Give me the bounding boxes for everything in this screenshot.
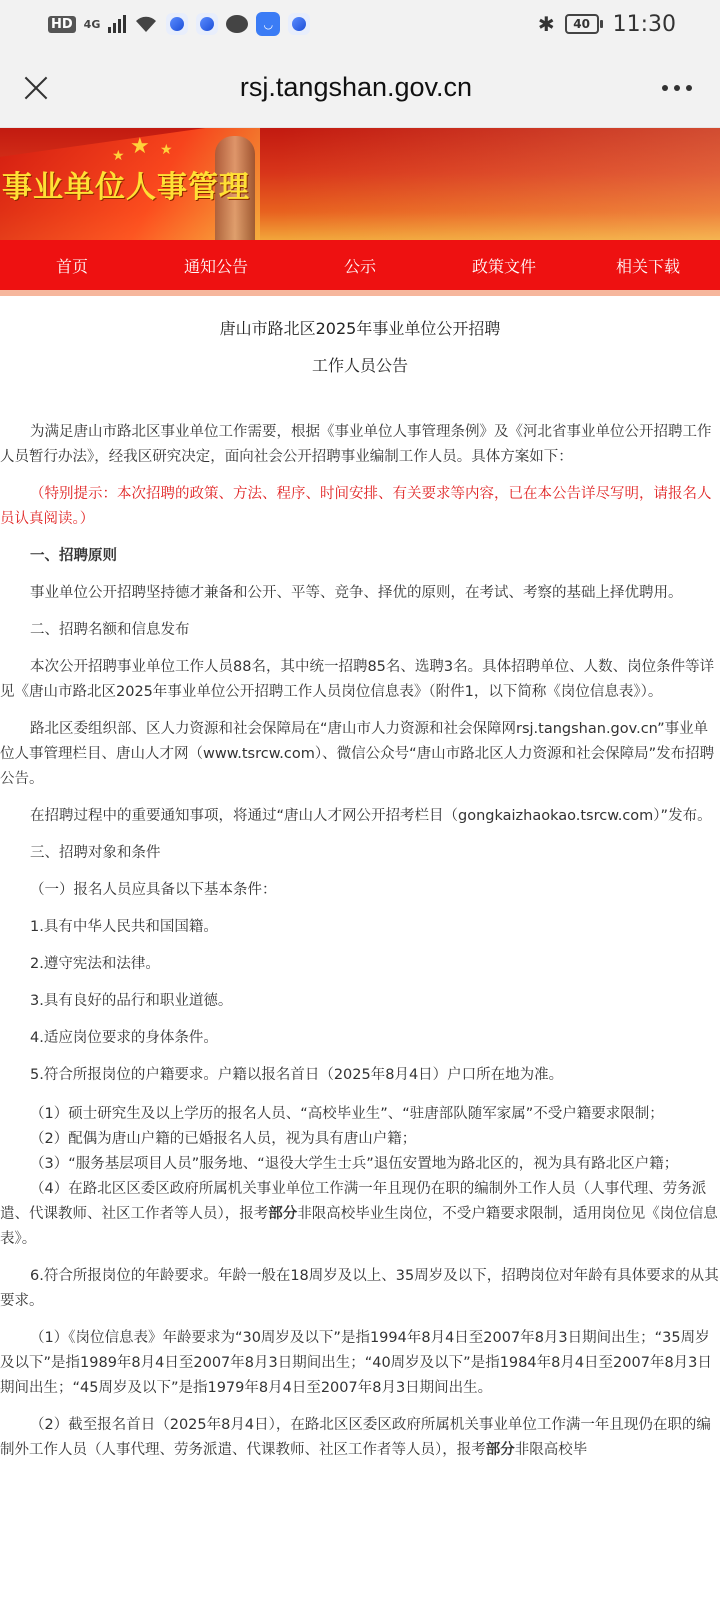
- browser-url-bar: [0, 48, 720, 128]
- section-paragraph: 在招聘过程中的重要通知事项，将通过“唐山人才网公开招考栏目（gongkaizhaokao.tsrcw.com）”发布。: [30, 808, 712, 824]
- wifi-icon: [134, 15, 158, 33]
- subsection-heading: （一）报名人员应具备以下基本条件：: [30, 882, 277, 898]
- article: [0, 296, 720, 1463]
- condition-item: 6.符合所报岗位的年龄要求。年龄一般在18周岁及以上、35周岁及以下，招聘岗位对年龄有具体要求的从其要求。: [0, 1268, 719, 1309]
- condition-subitem: （1）硕士研究生及以上学历的报名人员、“高校毕业生”、“驻唐部队随军家属”不受户籍要求限制；: [30, 1106, 664, 1122]
- condition-item: 4.适应岗位要求的身体条件。: [30, 1030, 218, 1046]
- special-notice: （特别提示：本次招聘的政策、方法、程序、时间安排、有关要求等内容，已在本公告详尽写明，请报名人员认真阅读。）: [0, 486, 712, 527]
- browser-app-icon-2: [196, 13, 218, 35]
- condition-subitem: （2）截至报名首日（2025年8月4日），在路北区区委区政府所属机关事业单位工作满一年且现仍在职的编制外工作人员（人事代理、劳务派遣、代课教师、社区工作者等人员），报考部分非限高校毕: [0, 1417, 711, 1458]
- condition-subitem: （3）“服务基层项目人员”服务地、“退役大学生士兵”退伍安置地为路北区的，视为具有路北区户籍；: [30, 1156, 679, 1172]
- section-paragraph: 路北区委组织部、区人力资源和社会保障局在“唐山市人力资源和社会保障网rsj.tangshan.gov.cn”事业单位人事管理栏目、唐山人才网（www.tsrcw.com）、微信公众号“唐山市路北区人力资源和社会保障局”发布招聘公告。: [0, 721, 715, 787]
- signal-icon: [108, 15, 126, 33]
- intro-paragraph: 为满足唐山市路北区事业单位工作需要，根据《事业单位人事管理条例》及《河北省事业单位公开招聘工作人员暂行办法》，经我区研究决定，面向社会公开招聘事业编制工作人员。具体方案如下：: [0, 424, 712, 465]
- hd-voice-icon: HD: [48, 16, 76, 33]
- browser-app-icon-3: [288, 13, 310, 35]
- section-heading: 一、招聘原则: [30, 548, 117, 564]
- condition-subitem: （4）在路北区区委区政府所属机关事业单位工作满一年且现仍在职的编制外工作人员（人事代理、劳务派遣、代课教师、社区工作者等人员），报考部分非限高校毕业生岗位，不受户籍要求限制，适用岗位见《岗位信息表》。: [0, 1181, 718, 1247]
- star-icon: ★: [112, 148, 125, 164]
- battery-icon: [565, 14, 603, 34]
- condition-item: 3.具有良好的品行和职业道德。: [30, 993, 233, 1009]
- main-nav: [0, 240, 720, 296]
- section-heading: 二、招聘名额和信息发布: [30, 622, 190, 638]
- close-icon[interactable]: [22, 74, 50, 102]
- article-title-line1: 唐山市路北区2025年事业单位公开招聘: [219, 319, 501, 338]
- bluetooth-icon: ✱: [537, 12, 555, 36]
- message-icon: [226, 15, 248, 33]
- nav-downloads[interactable]: 相关下载: [615, 256, 680, 276]
- star-icon: ★: [160, 142, 173, 158]
- nav-home[interactable]: 首页: [55, 256, 88, 276]
- section-paragraph: 事业单位公开招聘坚持德才兼备和公开、平等、竞争、择优的原则，在考试、考察的基础上择优聘用。: [30, 585, 683, 601]
- network-type-icon: 4G: [83, 17, 101, 31]
- nav-notices[interactable]: 通知公告: [183, 256, 248, 276]
- condition-item: 5.符合所报岗位的户籍要求。户籍以报名首日（2025年8月4日）户口所在地为准。: [30, 1067, 564, 1083]
- clock: 11:30: [612, 11, 676, 37]
- nav-policy-documents[interactable]: 政策文件: [471, 256, 536, 276]
- more-options-icon[interactable]: [662, 85, 692, 91]
- section-heading: 三、招聘对象和条件: [30, 845, 161, 861]
- page-url[interactable]: rsj.tangshan.gov.cn: [239, 72, 473, 102]
- status-bar: [0, 0, 720, 48]
- condition-subitem: （2）配偶为唐山户籍的已婚报名人员，视为具有唐山户籍；: [30, 1131, 417, 1147]
- star-icon: ★: [130, 134, 150, 159]
- condition-subitem: （1）《岗位信息表》年龄要求为“30周岁及以下”是指1994年8月4日至2007年8月3日期间出生；“35周岁及以下”是指1989年8月4日至2007年8月3日期间出生；“40周岁及以下”是指1984年8月4日至2007年8月3日期间出生；“45周岁及以下”是指1979年8月4日至2007年8月3日期间出生。: [0, 1330, 712, 1396]
- condition-item: 2.遵守宪法和法律。: [30, 956, 160, 972]
- nav-public-notice[interactable]: 公示: [343, 256, 376, 276]
- article-title-line2: 工作人员公告: [311, 356, 408, 375]
- site-banner: [0, 128, 720, 240]
- shopping-app-icon: ◡: [256, 12, 280, 36]
- condition-item: 1.具有中华人民共和国国籍。: [30, 919, 218, 935]
- battery-level: 40: [565, 14, 599, 34]
- banner-title: 事业单位人事管理: [2, 170, 250, 205]
- browser-app-icon: [166, 13, 188, 35]
- section-paragraph: 本次公开招聘事业单位工作人员88名，其中统一招聘85名、选聘3名。具体招聘单位、人数、岗位条件等详见《唐山市路北区2025年事业单位公开招聘工作人员岗位信息表》（附件1，以下简称《岗位信息表》）。: [0, 659, 715, 700]
